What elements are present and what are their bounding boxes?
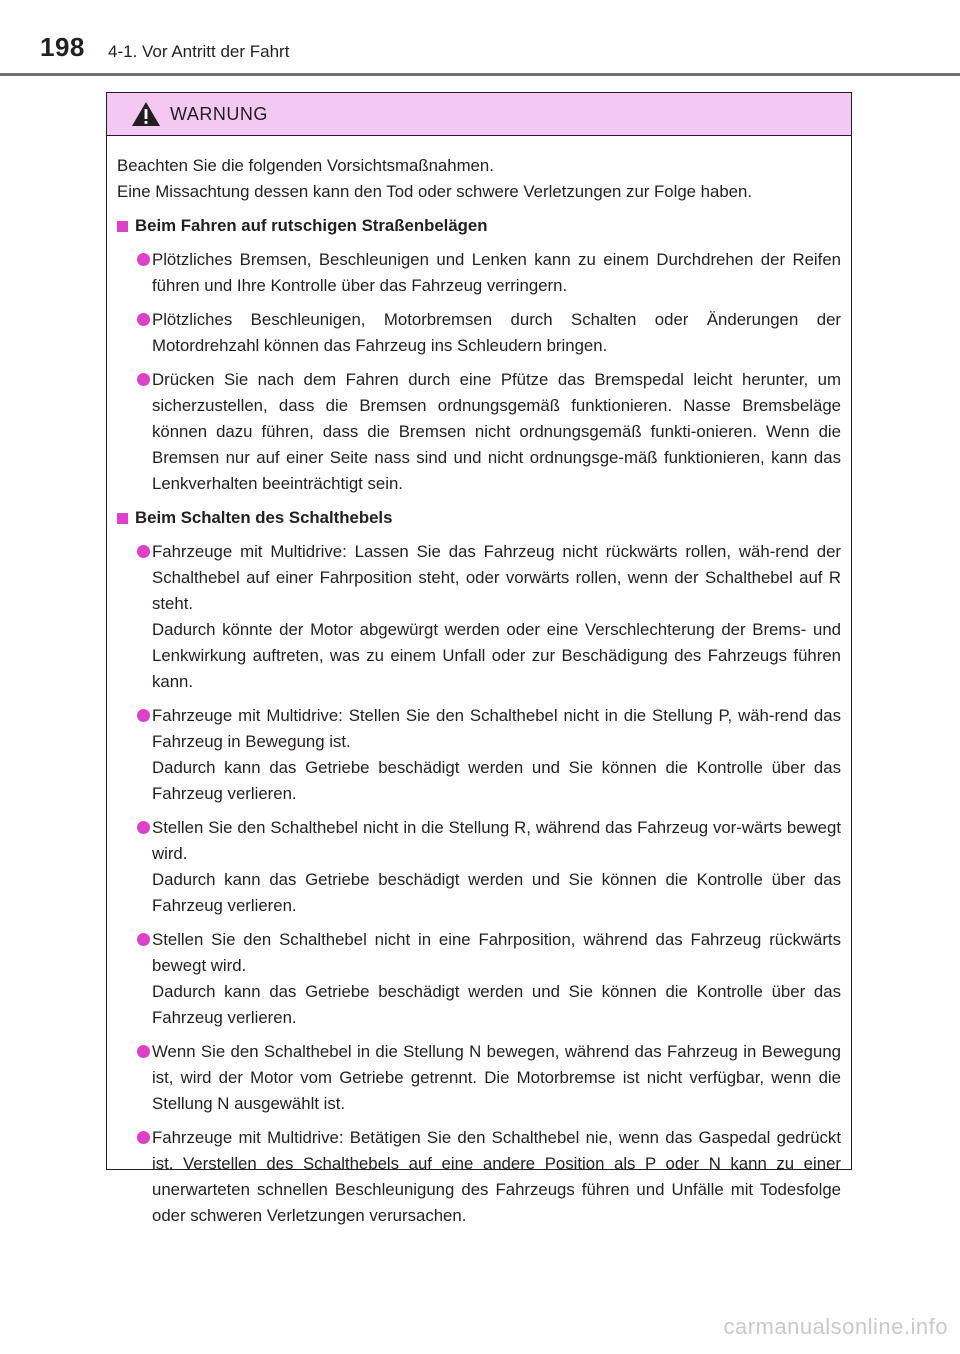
warning-item-text: Dadurch könnte der Motor abgewürgt werden oder eine Verschlechterung der Brems- und Lenkwirkung auftreten, was zu einem Unfall oder zur Beschädigung des Fahrzeugs führen kann. <box>152 620 841 691</box>
warning-item <box>117 247 841 299</box>
warning-item <box>117 1125 841 1229</box>
warning-item-text: Stellen Sie den Schalthebel nicht in eine Fahrposition, während das Fahrzeug rückwärts bewegt wird. <box>152 930 841 975</box>
warning-item <box>117 539 841 695</box>
warning-header <box>107 93 851 136</box>
circle-bullet-icon <box>137 821 150 834</box>
circle-bullet-icon <box>137 709 150 722</box>
circle-bullet-icon <box>137 545 150 558</box>
intro-line: Beachten Sie die folgenden Vorsichtsmaßnahmen. <box>117 156 494 175</box>
warning-item-text: Stellen Sie den Schalthebel nicht in die Stellung R, während das Fahrzeug vor-wärts bewegt wird. <box>152 818 841 863</box>
warning-item-text: Dadurch kann das Getriebe beschädigt werden und Sie können die Kontrolle über das Fahrzeug verlieren. <box>152 982 841 1027</box>
circle-bullet-icon <box>137 1131 150 1144</box>
circle-bullet-icon <box>137 313 150 326</box>
square-bullet-icon <box>117 513 128 524</box>
warning-item <box>117 815 841 919</box>
warning-item-text: Plötzliches Beschleunigen, Motorbremsen durch Schalten oder Änderungen der Motordrehzahl können das Fahrzeug ins Schleudern bringen. <box>152 310 841 355</box>
warning-item-text: Fahrzeuge mit Multidrive: Lassen Sie das Fahrzeug nicht rückwärts rollen, wäh-rend der Schalthebel auf einer Fahrposition steht, oder vorwärts rollen, wenn der Schalthebel auf R steht. <box>152 542 841 613</box>
warning-item-text: Fahrzeuge mit Multidrive: Stellen Sie den Schalthebel nicht in die Stellung P, wäh-rend das Fahrzeug in Bewegung ist. <box>152 706 841 751</box>
section-heading-text: Beim Schalten des Schalthebels <box>135 508 393 527</box>
circle-bullet-icon <box>137 253 150 266</box>
circle-bullet-icon <box>137 933 150 946</box>
warning-box <box>106 92 852 1225</box>
header-rule <box>0 73 960 76</box>
warning-item <box>117 927 841 1031</box>
warning-item-text: Drücken Sie nach dem Fahren durch eine Pfütze das Bremspedal leicht herunter, um sicherzustellen, dass die Bremsen ordnungsgemäß funktionieren. Nasse Bremsbeläge können dazu führen, dass die Bremsen nicht ordnungsgemäß funkti-onieren. Wenn die Bremsen nur auf einer Seite nass sind und nicht ordnungsge-mäß funktionieren, kann das Lenkverhalten beeinträchtigt sein. <box>152 370 841 493</box>
section-heading-text: Beim Fahren auf rutschigen Straßenbelägen <box>135 216 488 235</box>
square-bullet-icon <box>117 221 128 232</box>
circle-bullet-icon <box>137 373 150 386</box>
section-heading <box>117 505 841 531</box>
warning-triangle-icon <box>131 101 161 127</box>
warning-item-text: Plötzliches Bremsen, Beschleunigen und Lenken kann zu einem Durchdrehen der Reifen führen und Ihre Kontrolle über das Fahrzeug verringern. <box>152 250 841 295</box>
intro-line: Eine Missachtung dessen kann den Tod oder schwere Verletzungen zur Folge haben. <box>117 182 752 201</box>
warning-item <box>117 1039 841 1117</box>
section-heading <box>117 213 841 239</box>
warning-item-text: Dadurch kann das Getriebe beschädigt werden und Sie können die Kontrolle über das Fahrzeug verlieren. <box>152 758 841 803</box>
watermark: carmanualsonline.info <box>723 1314 948 1339</box>
warning-title: WARNUNG <box>170 104 268 124</box>
warning-body <box>107 136 851 1229</box>
page-header <box>0 0 960 80</box>
warning-item-text: Dadurch kann das Getriebe beschädigt werden und Sie können die Kontrolle über das Fahrzeug verlieren. <box>152 870 841 915</box>
warning-item-text: Fahrzeuge mit Multidrive: Betätigen Sie den Schalthebel nie, wenn das Gaspedal gedrückt ist. Verstellen des Schalthebels auf eine andere Position als P oder N kann zu einer unerwarteten schnellen Beschleunigung des Fahrzeugs führen und Unfälle mit Todesfolge oder schweren Verletzungen verursachen. <box>152 1128 841 1225</box>
page-number: 198 <box>40 32 85 62</box>
warning-item <box>117 367 841 497</box>
warning-item <box>117 703 841 807</box>
warning-item <box>117 307 841 359</box>
section-title: 4-1. Vor Antritt der Fahrt <box>108 42 290 61</box>
circle-bullet-icon <box>137 1045 150 1058</box>
warning-item-text: Wenn Sie den Schalthebel in die Stellung N bewegen, während das Fahrzeug in Bewegung ist, wird der Motor vom Getriebe getrennt. Die Motorbremse ist nicht verfügbar, wenn die Stellung N ausgewählt ist. <box>152 1042 841 1113</box>
